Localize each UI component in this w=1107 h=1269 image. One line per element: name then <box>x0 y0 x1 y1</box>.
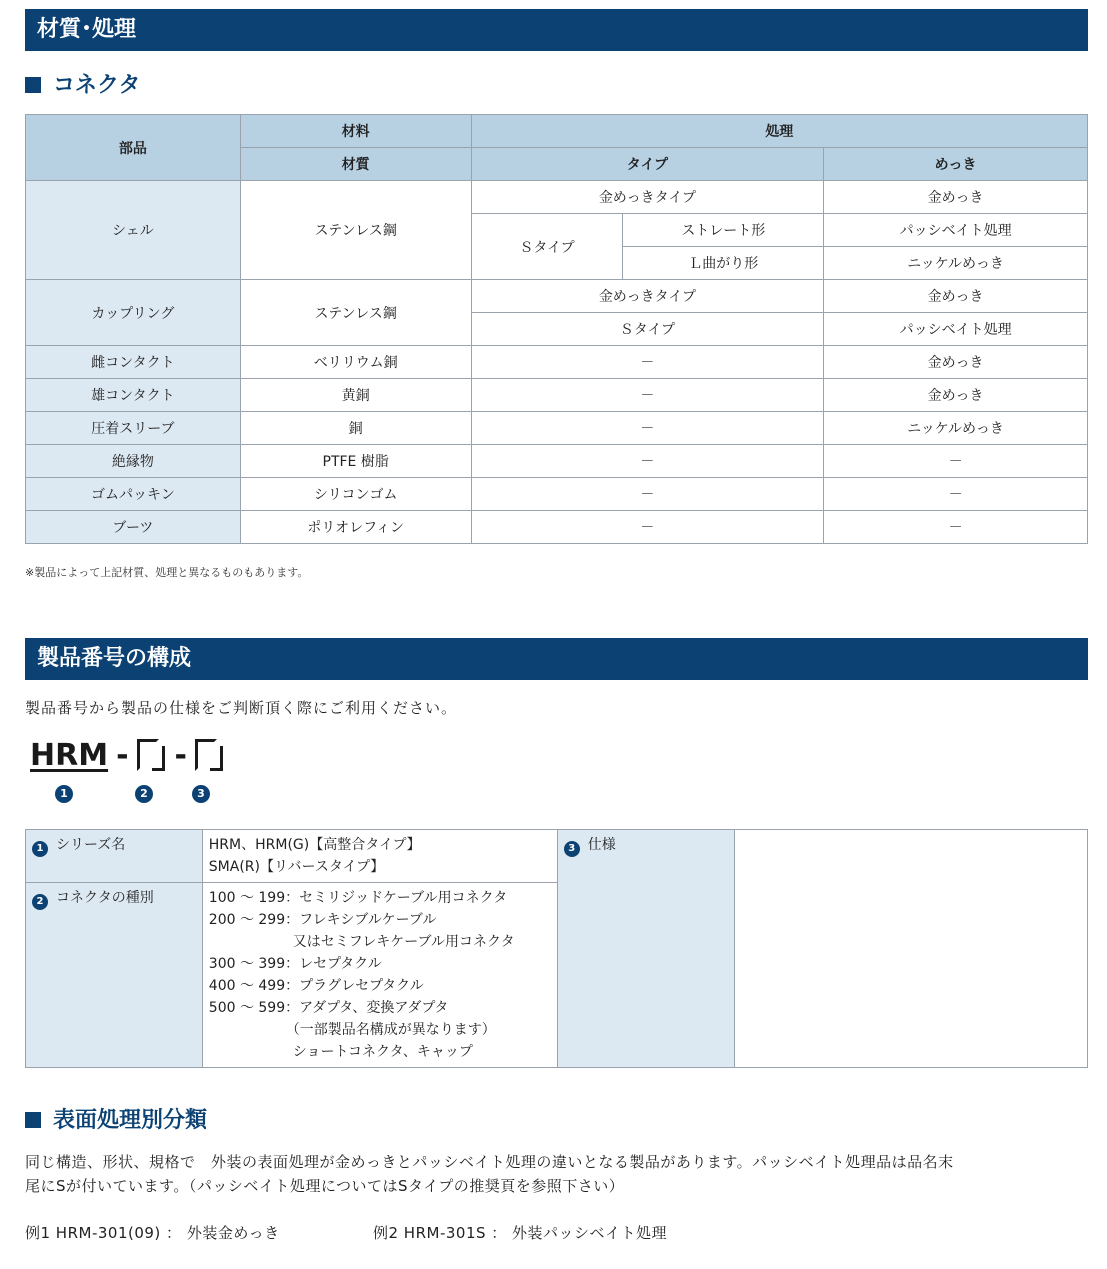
kind-line: 200 ～ 299：フレキシブルケーブル <box>208 912 437 928</box>
materials-table <box>25 114 1088 544</box>
type-cell: － <box>471 346 824 379</box>
material-cell: ベリリウム銅 <box>240 346 471 379</box>
material-coupling: ステンレス鋼 <box>240 280 471 346</box>
spec-label: 仕様 <box>587 837 616 853</box>
plating-cell: 金めっき <box>824 379 1088 412</box>
table-row <box>26 445 1088 478</box>
header-plating: めっき <box>824 148 1088 181</box>
part-shell: シェル <box>26 181 241 280</box>
spec-values-cell <box>734 830 1088 1068</box>
plating-cell: 金めっき <box>824 280 1088 313</box>
section-title-part-number: 製品番号の構成 <box>25 638 1088 680</box>
section-title-materials: 材質･処理 <box>25 9 1088 51</box>
code-dash: - <box>174 738 187 773</box>
surface-description <box>25 1150 1088 1198</box>
material-cell: 黄銅 <box>240 379 471 412</box>
plating-cell: － <box>824 511 1088 544</box>
type-cell: － <box>471 379 824 412</box>
material-cell: シリコンゴム <box>240 478 471 511</box>
number-2-marker: 2 <box>32 894 48 910</box>
surface-heading-text: 表面処理別分類 <box>53 1108 208 1133</box>
kind-line: 又はセミフレキケーブル用コネクタ <box>208 934 515 950</box>
example-2: 例2 HRM-301S ： 外装パッシベイト処理 <box>373 1224 668 1242</box>
plating-cell: 金めっき <box>824 346 1088 379</box>
kind-line: 100 ～ 199：セミリジッドケーブル用コネクタ <box>208 890 508 906</box>
kind-line: 400 ～ 499：プラグレセプタクル <box>208 978 424 994</box>
number-2-marker: 2 <box>135 785 153 803</box>
part-number-pattern <box>30 738 217 773</box>
number-1-marker: 1 <box>55 785 73 803</box>
part-number-spec-table <box>25 829 1088 1068</box>
surface-para-line: 尾にSが付いています。（パッシベイト処理についてはSタイプの推奨頁を参照下さい） <box>25 1177 625 1195</box>
type-cell: － <box>471 478 824 511</box>
surface-heading <box>25 1107 207 1135</box>
type-cell: － <box>471 445 824 478</box>
plating-cell: パッシベイト処理 <box>824 313 1088 346</box>
part-cell: 圧着スリーブ <box>26 412 241 445</box>
table-row <box>26 412 1088 445</box>
spec-label-cell <box>557 830 734 1068</box>
type-cell: － <box>471 511 824 544</box>
number-1-marker: 1 <box>32 841 48 857</box>
plating-cell: ニッケルめっき <box>824 412 1088 445</box>
type-cell: Ｓタイプ <box>471 214 623 280</box>
part-cell: 雄コンタクト <box>26 379 241 412</box>
part-cell: 絶縁物 <box>26 445 241 478</box>
header-treatment-group: 処理 <box>471 115 1087 148</box>
part-cell: ブーツ <box>26 511 241 544</box>
part-cell: 雌コンタクト <box>26 346 241 379</box>
subtype-cell: ストレート形 <box>623 214 824 247</box>
kind-line: （一部製品名構成が異なります） <box>208 1022 496 1038</box>
table-footnote: ※製品によって上記材質、処理と異なるものもあります。 <box>25 566 309 579</box>
type-cell: 金めっきタイプ <box>471 280 824 313</box>
header-type: タイプ <box>471 148 824 181</box>
kind-values-cell <box>202 883 557 1068</box>
type-cell: Ｓタイプ <box>471 313 824 346</box>
material-cell: ポリオレフィン <box>240 511 471 544</box>
series-label-cell <box>26 830 203 883</box>
connector-heading-text: コネクタ <box>53 73 141 98</box>
part-coupling: カップリング <box>26 280 241 346</box>
series-line: SMA(R)【リバースタイプ】 <box>208 859 385 875</box>
plating-cell: ニッケルめっき <box>824 247 1088 280</box>
example-1: 例1 HRM-301(09) ： 外装金めっき <box>25 1224 280 1242</box>
type-cell: － <box>471 412 824 445</box>
kind-line: 500 ～ 599：アダプタ、変換アダプタ <box>208 1000 449 1016</box>
header-material: 材質 <box>240 148 471 181</box>
series-values-cell <box>202 830 557 883</box>
code-slot-2 <box>137 739 159 771</box>
connector-heading <box>25 72 141 100</box>
type-cell: 金めっきタイプ <box>471 181 824 214</box>
material-cell: PTFE 樹脂 <box>240 445 471 478</box>
table-row <box>26 379 1088 412</box>
surface-para-line: 同じ構造、形状、規格で 外装の表面処理が金めっきとパッシベイト処理の違いとなる製品があります。パッシベイト処理品は品名末 <box>25 1153 954 1171</box>
subtype-cell: Ｌ曲がり形 <box>623 247 824 280</box>
header-part: 部品 <box>26 115 241 181</box>
kind-line: 300 ～ 399：レセプタクル <box>208 956 382 972</box>
number-3-marker: 3 <box>192 785 210 803</box>
code-slot-3 <box>195 739 217 771</box>
code-prefix: HRM <box>30 738 109 773</box>
plating-cell: － <box>824 445 1088 478</box>
table-row <box>26 346 1088 379</box>
code-dash: - <box>116 738 129 773</box>
material-cell: 銅 <box>240 412 471 445</box>
material-shell: ステンレス鋼 <box>240 181 471 280</box>
table-row <box>26 478 1088 511</box>
kind-line: ショートコネクタ、キャップ <box>208 1044 473 1060</box>
kind-label: コネクタの種別 <box>56 890 154 906</box>
part-cell: ゴムパッキン <box>26 478 241 511</box>
header-material-group: 材料 <box>240 115 471 148</box>
square-bullet-icon <box>25 1112 41 1128</box>
number-3-marker: 3 <box>564 841 580 857</box>
plating-cell: パッシベイト処理 <box>824 214 1088 247</box>
intro-text: 製品番号から製品の仕様をご判断頂く際にご利用ください。 <box>25 699 458 717</box>
series-label: シリーズ名 <box>56 837 126 853</box>
square-bullet-icon <box>25 77 41 93</box>
kind-label-cell <box>26 883 203 1068</box>
plating-cell: － <box>824 478 1088 511</box>
series-line: HRM、HRM(G)【高整合タイプ】 <box>208 837 421 853</box>
table-row <box>26 511 1088 544</box>
plating-cell: 金めっき <box>824 181 1088 214</box>
